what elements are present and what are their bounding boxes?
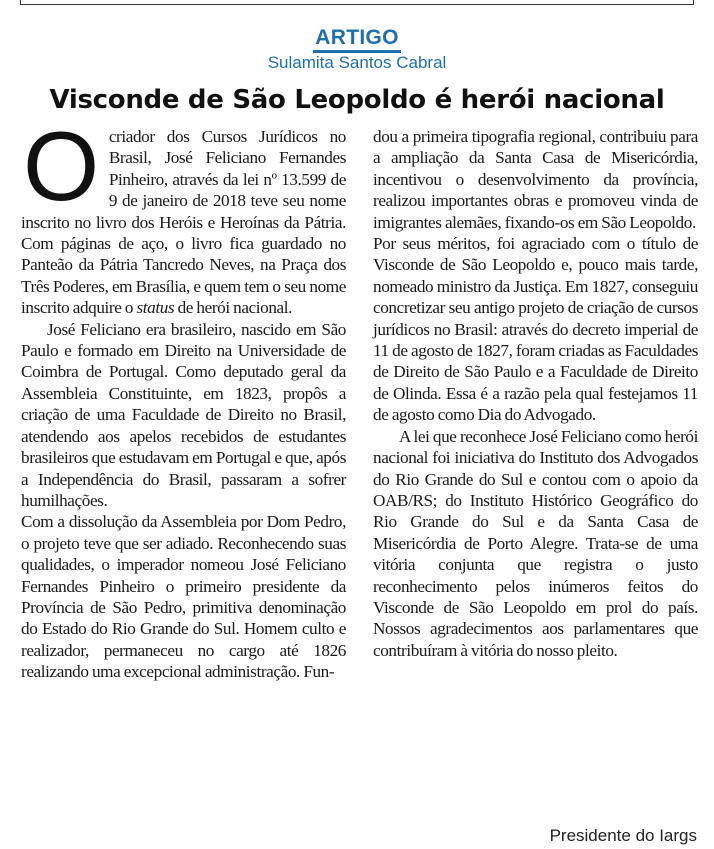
article-column-right bbox=[373, 126, 698, 661]
author-name: Sulamita Santos Cabral bbox=[267, 53, 447, 72]
article-column-left bbox=[21, 111, 346, 683]
paragraph-2: José Feliciano era brasileiro, nascido em São Paulo e formado em Direito na Universidade de Coimbra de Portugal. Como deputado geral da Assembleia Constituinte, em 1823, propôs a criação de uma Faculdade de Direito no Brasil, atendendo aos apelos recebidos de estudantes brasileiros que estudavam em Portugal e que, após a Independência do Brasil, passaram a sofrer humilhações. bbox=[21, 319, 346, 510]
section-header bbox=[0, 26, 714, 53]
top-frame bbox=[20, 0, 694, 5]
paragraph-1-italic: status bbox=[136, 298, 175, 318]
paragraph-4: dou a primeira tipografia regional, contribuiu para a ampliação da Santa Casa de Misericórdia, incentivou o desenvolvimento da província, realizou importantes obras e promoveu vinda de imigrantes alemães, fixando-os em São Leopoldo. bbox=[373, 127, 698, 232]
paragraph-6: A lei que reconhece José Feliciano como herói nacional foi iniciativa do Instituto dos Advogados do Rio Grande do Sul e contou com o apoio da OAB/RS; do Instituto Histórico Geográfico do Rio Grande do Sul e da Santa Casa de Misericórdia de Porto Alegre. Trata-se de uma vitória conjunta que registra o justo reconhecimento pelos inúmeros feitos do Visconde de São Leopoldo em prol do país. Nossos agradecimentos aos parlamentares que contribuíram à vitória do nosso pleito. bbox=[373, 426, 698, 660]
paragraph-5: Por seus méritos, foi agraciado com o título de Visconde de São Leopoldo e, pouco mais tarde, nomeado ministro da Justiça. Em 1827, conseguiu concretizar seu antigo projeto de criação de cursos jurídicos no Brasil: através do decreto imperial de 11 de agosto de 1827, foram criadas as Faculdades de Direito de São Paulo e a Faculdade de Direito de Olinda. Essa é a razão pela qual festejamos 11 de agosto como Dia do Advogado. bbox=[373, 234, 698, 425]
section-label: ARTIGO bbox=[313, 26, 400, 53]
article-headline: Visconde de São Leopoldo é herói nacional bbox=[49, 85, 665, 115]
paragraph-1-end: de herói nacional. bbox=[174, 298, 293, 318]
author-signature: Presidente do Iargs bbox=[549, 826, 697, 845]
paragraph-1-text: criador dos Cursos Jurídicos no Brasil, José Feliciano Fernandes Pinheiro, através da lei nº 13.599 de 9 de janeiro de 2018 teve seu nome inscrito no livro dos Heróis e Heroínas da Pátria. Com páginas de aço, o livro fica guardado no Panteão da Pátria Tancredo Neves, na Praça dos Três Poderes, em Brasília, e quem tem o seu nome inscrito adquire o bbox=[21, 127, 346, 318]
paragraph-1 bbox=[21, 111, 346, 319]
drop-cap: O bbox=[23, 111, 99, 221]
paragraph-3: Com a dissolução da Assembleia por Dom Pedro, o projeto teve que ser adiado. Reconhecendo suas qualidades, o imperador nomeou José Feliciano Fernandes Pinheiro o primeiro presidente da Província de São Pedro, primitiva denominação do Estado do Rio Grande do Sul. Homem culto e realizador, permaneceu no cargo até 1826 realizando uma excepcional administração. Fun- bbox=[21, 512, 346, 682]
